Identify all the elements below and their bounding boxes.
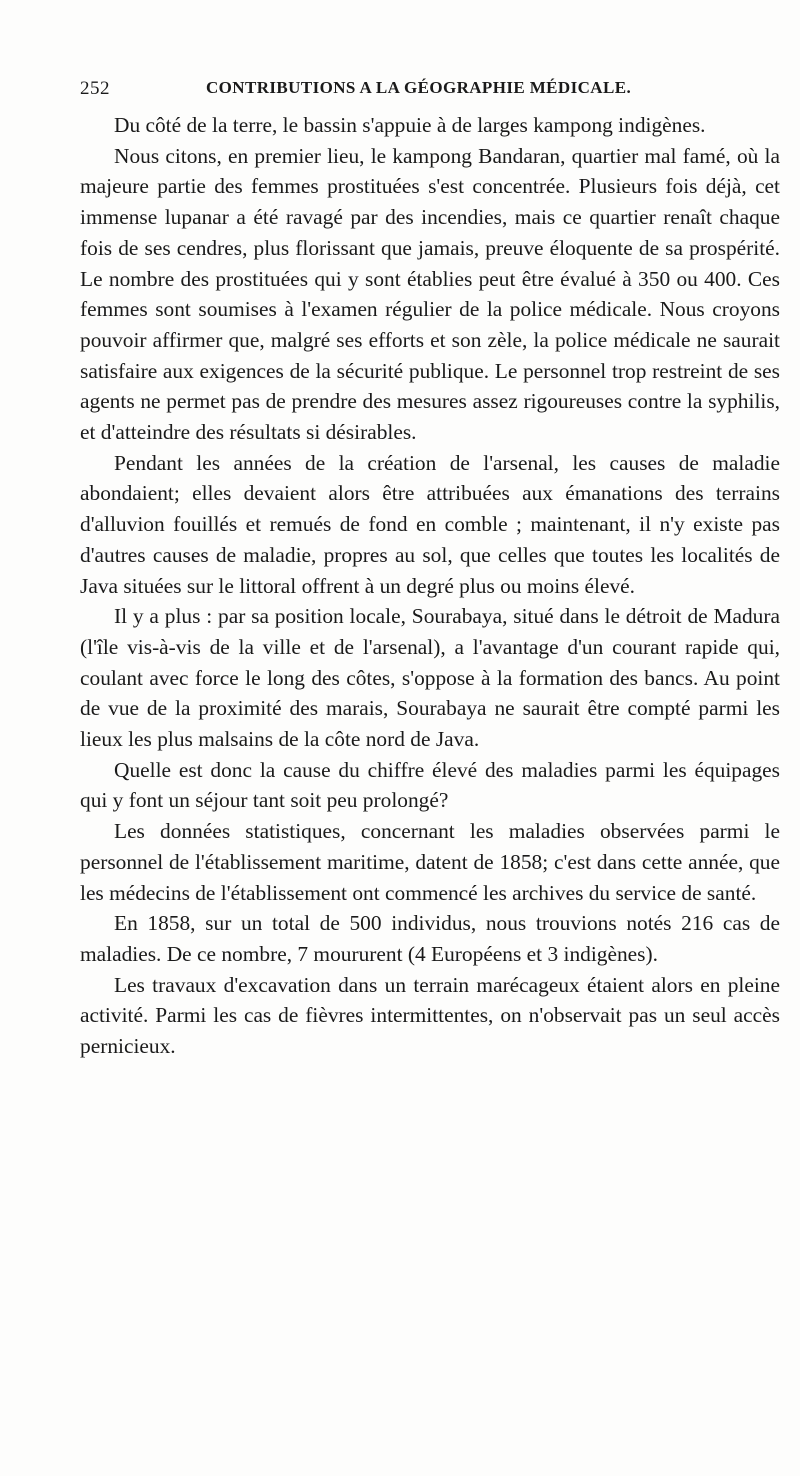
paragraph-question: Quelle est donc la cause du chiffre élevé des maladies parmi les équipages qui y font un séjour tant soit peu prolongé?: [80, 757, 780, 813]
paragraph-excavation: Les travaux d'excavation dans un terrain marécageux étaient alors en pleine activité. Parmi les cas de fièvres intermittentes, on n'observait pas un seul accès pernicieux.: [80, 972, 780, 1059]
paragraph-statistics: Les données statistiques, concernant les maladies observées parmi le personnel de l'établissement maritime, datent de 1858; c'est dans cette année, que les médecins de l'établissement ont commencé les archives du service de santé.: [80, 819, 780, 905]
paragraph-1858: En 1858, sur un total de 500 individus, nous trouvions notés 216 cas de maladies. De ce nombre, 7 moururent (4 Européens et 3 indigènes).: [80, 911, 780, 966]
page-number: 252: [80, 78, 110, 99]
paragraph-kampong-intro: Du côté de la terre, le bassin s'appuie à de larges kampong indigènes.: [114, 113, 706, 137]
running-title: CONTRIBUTIONS A LA GÉOGRAPHIE MÉDICALE.: [206, 78, 632, 97]
paragraph-position: Il y a plus : par sa position locale, Sourabaya, situé dans le détroit de Madura (l'île vis-à-vis de la ville et de l'arsenal), a l'avantage d'un courant rapide qui, coulant avec force le long des côtes, s'oppose à la formation des bancs. Au point de vue de la proximité des marais, Sourabaya ne saurait être compté parmi les lieux les plus malsains de la côte nord de Java.: [80, 604, 780, 752]
running-head: [80, 78, 780, 108]
paragraph-arsenal: Pendant les années de la création de l'arsenal, les causes de maladie abondaient; elles devaient alors être attribuées aux émanations des terrains d'alluvion fouillés et remués de fond en comble ; maintenant, il n'y existe pas d'autres causes de maladie, propres au sol, que celles que toutes les localités de Java situées sur le littoral offrent à un degré plus ou moins élevé.: [80, 450, 780, 598]
body-text: [80, 110, 780, 1062]
paragraph-bandaran: Nous citons, en premier lieu, le kampong Bandaran, quartier mal famé, où la majeure partie des femmes prostituées s'est concentrée. Plusieurs fois déjà, cet immense lupanar a été ravagé par des incendies, mais ce quartier renaît chaque fois de ses cendres, plus florissant que jamais, preuve éloquente de sa prospérité. Le nombre des prostituées qui y sont établies peut être évalué à 350 ou 400. Ces femmes sont soumises à l'examen régulier de la police médicale. Nous croyons pouvoir affirmer que, malgré ses efforts et son zèle, la police médicale ne saurait satisfaire aux exigences de la sécurité publique. Le personnel trop restreint de ses agents ne permet pas de prendre des mesures assez rigoureuses contre la syphilis, et d'atteindre des résultats si désirables.: [80, 143, 780, 445]
